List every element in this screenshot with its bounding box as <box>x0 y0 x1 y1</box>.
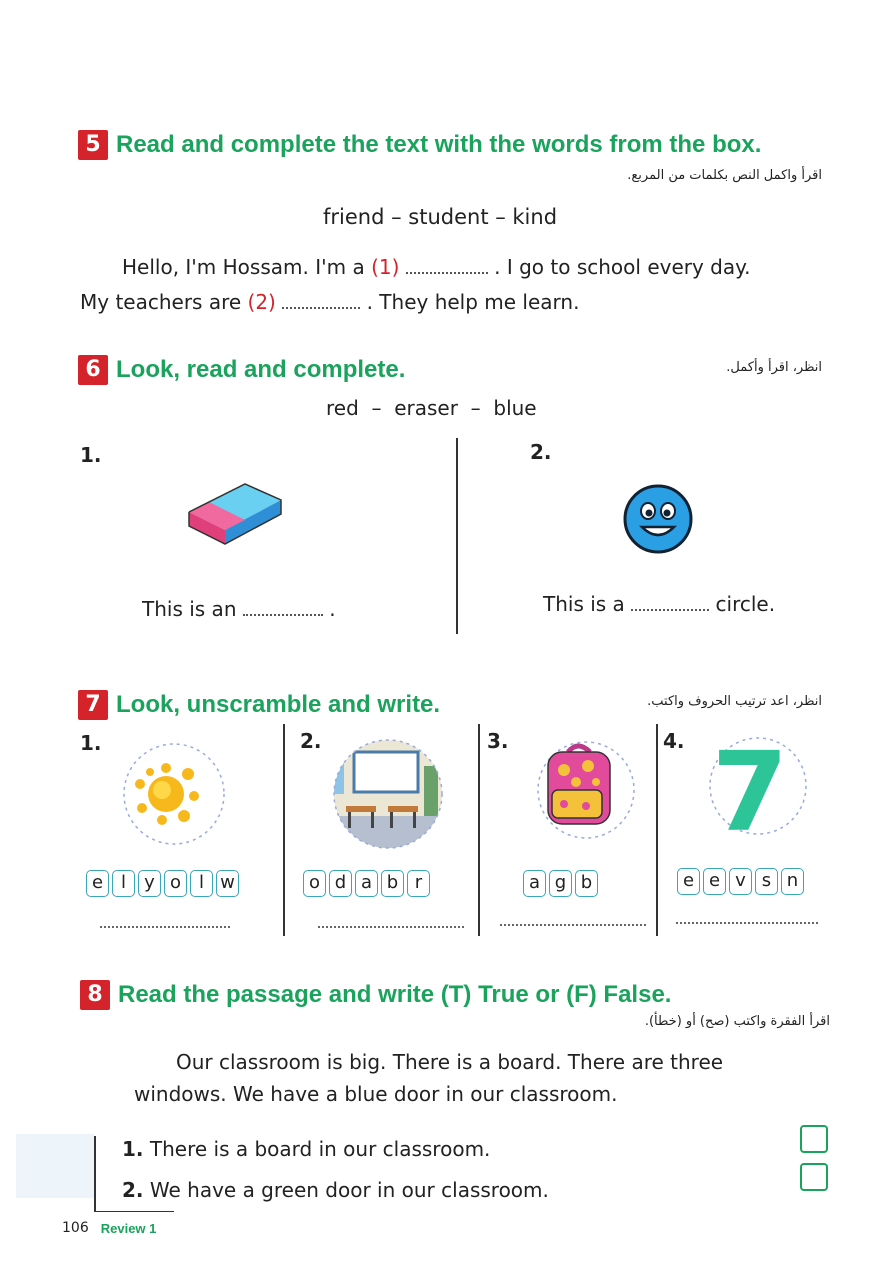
letter-tile: y <box>138 870 161 897</box>
letter-tile: l <box>190 870 213 897</box>
arabic-instruction: اقرأ واكمل النص بكلمات من المربع. <box>627 168 822 183</box>
letter-tile: l <box>112 870 135 897</box>
arabic-instruction: انظر، اقرأ وأكمل. <box>726 360 822 375</box>
letter-tile: v <box>729 868 752 895</box>
item-sentence <box>142 597 336 621</box>
answer-line[interactable] <box>676 922 818 924</box>
statement-text: There is a board in our classroom. <box>149 1137 491 1161</box>
seven-glyph: 7 <box>711 728 789 838</box>
bracket-shading <box>16 1134 94 1198</box>
text-segment: This is an <box>142 597 237 621</box>
statement <box>122 1137 490 1161</box>
blank-number: (1) <box>371 255 400 279</box>
page-footer <box>62 1220 156 1236</box>
passage-line: windows. We have a blue door in our classroom. <box>134 1082 618 1106</box>
school-bag-icon <box>534 738 638 842</box>
section-title: Read and complete the text with the words from the box. <box>116 131 762 158</box>
page-number: 106 <box>62 1220 89 1236</box>
item-number: 4. <box>663 729 685 753</box>
divider <box>456 438 458 634</box>
section-6-header <box>78 355 405 385</box>
item-number: 2. <box>530 440 552 464</box>
letter-tile: o <box>164 870 187 897</box>
blank-line[interactable] <box>631 607 709 611</box>
letter-tile: d <box>329 870 352 897</box>
letter-tile: o <box>303 870 326 897</box>
section-5-header <box>78 130 761 160</box>
letter-tile: a <box>523 870 546 897</box>
section-title: Look, unscramble and write. <box>116 691 441 718</box>
letter-tiles <box>523 870 598 897</box>
statement-number: 2. <box>122 1178 144 1202</box>
blank-line[interactable] <box>406 270 488 274</box>
section-number-badge: 5 <box>78 130 108 160</box>
statement-bracket <box>94 1136 96 1212</box>
letter-tile: b <box>381 870 404 897</box>
text-segment: Hello, I'm Hossam. I'm a <box>122 255 365 279</box>
smiley-circle-icon <box>622 483 694 555</box>
section-number-badge: 7 <box>78 690 108 720</box>
letter-tiles <box>303 870 430 897</box>
letter-tile: s <box>755 868 778 895</box>
arabic-instruction: انظر، اعد ترتيب الحروف واكتب. <box>647 694 822 709</box>
text-segment: circle. <box>715 592 776 616</box>
statement-text: We have a green door in our classroom. <box>149 1178 549 1202</box>
section-number-badge: 6 <box>78 355 108 385</box>
statement-number: 1. <box>122 1137 144 1161</box>
letter-tile: e <box>86 870 109 897</box>
letter-tile: a <box>355 870 378 897</box>
answer-checkbox[interactable] <box>800 1163 828 1191</box>
item-sentence <box>543 592 775 616</box>
answer-line[interactable] <box>500 924 646 926</box>
letter-tiles <box>86 870 239 897</box>
divider <box>656 724 658 936</box>
classroom-icon <box>328 738 448 850</box>
item-number: 2. <box>300 729 322 753</box>
divider <box>283 724 285 936</box>
text-segment: . They help me learn. <box>366 290 580 314</box>
review-label: Review 1 <box>100 1220 157 1236</box>
number-seven-icon <box>700 728 810 838</box>
item-number: 1. <box>80 731 102 755</box>
text-segment: . <box>329 597 336 621</box>
letter-tile: e <box>677 868 700 895</box>
letter-tile: b <box>575 870 598 897</box>
answer-line[interactable] <box>318 926 464 928</box>
section-title: Read the passage and write (T) True or (F) False. <box>118 981 672 1008</box>
letter-tile: r <box>407 870 430 897</box>
bracket-bottom <box>94 1211 174 1212</box>
eraser-icon <box>185 478 285 550</box>
section-8-header <box>80 980 671 1010</box>
letter-tile: n <box>781 868 804 895</box>
sun-icon <box>118 738 230 850</box>
arabic-instruction: اقرأ الفقرة واكتب (صح) أو (خطأ). <box>644 1014 830 1029</box>
text-line-2 <box>80 290 579 314</box>
blank-line[interactable] <box>282 305 360 309</box>
word-box: red – eraser – blue <box>326 396 537 420</box>
section-title: Look, read and complete. <box>116 356 406 383</box>
passage-line: Our classroom is big. There is a board. There are three <box>176 1050 724 1074</box>
text-line-1 <box>122 255 750 279</box>
section-number-badge: 8 <box>80 980 110 1010</box>
item-number: 3. <box>487 729 509 753</box>
answer-checkbox[interactable] <box>800 1125 828 1153</box>
letter-tile: e <box>703 868 726 895</box>
letter-tile: g <box>549 870 572 897</box>
text-segment: . I go to school every day. <box>494 255 751 279</box>
text-segment: My teachers are <box>80 290 242 314</box>
word-box: friend – student – kind <box>323 205 558 229</box>
answer-line[interactable] <box>100 926 230 928</box>
divider <box>478 724 480 936</box>
letter-tile: w <box>216 870 239 897</box>
text-segment: This is a <box>543 592 625 616</box>
blank-line[interactable] <box>243 612 323 616</box>
item-number: 1. <box>80 443 102 467</box>
letter-tiles <box>677 868 804 895</box>
blank-number: (2) <box>247 290 276 314</box>
statement <box>122 1178 549 1202</box>
section-7-header <box>78 690 440 720</box>
